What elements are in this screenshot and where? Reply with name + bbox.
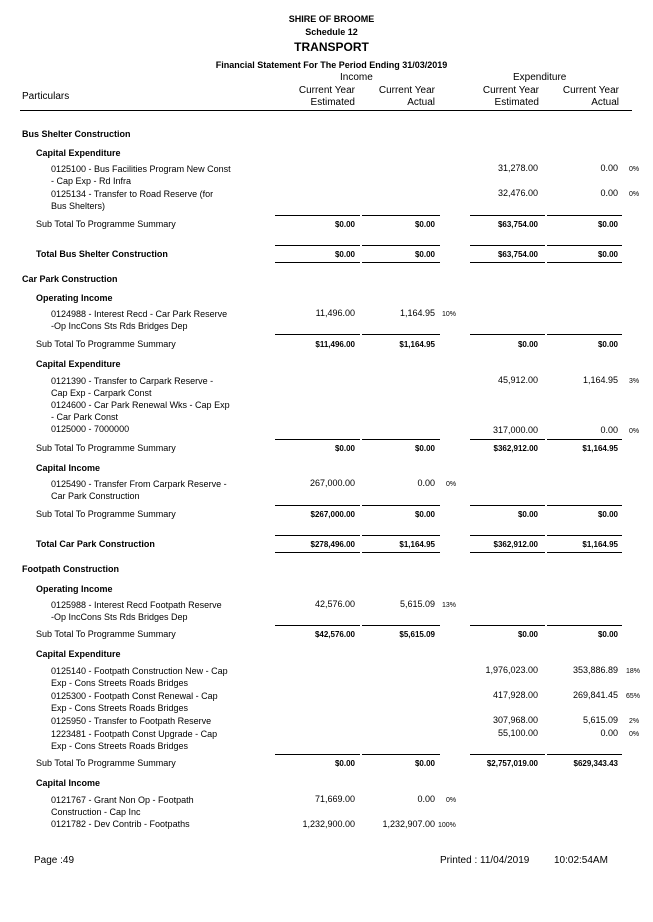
exp-actual: 269,841.45: [572, 690, 618, 700]
exp-act-heading: Current Year Actual: [562, 85, 619, 108]
exp-actual: 0.00: [600, 163, 618, 173]
statement-subtitle: Financial Statement For The Period Ending 31/03/2019: [215, 60, 448, 70]
exp-actual: 5,615.09: [582, 715, 618, 725]
percent: 0%: [629, 166, 640, 173]
rule: [470, 505, 545, 506]
org-name: SHIRE OF BROOME: [288, 14, 375, 24]
exp-estimated: $0.00: [517, 630, 538, 639]
exp-actual: $1,164.95: [582, 444, 618, 453]
group-title: Capital Income: [36, 463, 101, 473]
percent: 0%: [629, 428, 640, 435]
inc-estimated: 42,576.00: [314, 599, 355, 609]
percent: 2%: [629, 718, 640, 725]
rule: [547, 535, 622, 536]
exp-actual: 0.00: [600, 425, 618, 435]
page-title: TRANSPORT: [294, 40, 369, 54]
inc-actual: $0.00: [414, 510, 435, 519]
exp-estimated: $362,912.00: [493, 540, 538, 549]
exp-actual: $629,343.43: [573, 759, 618, 768]
printed-time: 10:02:54AM: [554, 855, 608, 866]
inc-estimated: 11,496.00: [315, 308, 355, 318]
section-title: Bus Shelter Construction: [22, 129, 131, 139]
exp-estimated: $362,912.00: [493, 444, 538, 453]
percent: 0%: [629, 191, 640, 198]
group-title: Capital Income: [36, 778, 101, 788]
exp-actual: 1,164.95: [582, 375, 618, 385]
percent: 0%: [629, 731, 640, 738]
line-item-desc: 0125134 - Transfer to Road Reserve (for Bus Shelters): [51, 189, 214, 211]
inc-actual: 1,164.95: [399, 308, 435, 318]
exp-actual: 0.00: [600, 728, 618, 738]
group-title: Operating Income: [36, 584, 113, 594]
exp-estimated: 45,912.00: [497, 375, 538, 385]
income-heading: Income: [340, 72, 373, 83]
inc-actual: $0.00: [414, 220, 435, 229]
rule: [275, 439, 360, 440]
inc-estimated: 1,232,900.00: [302, 819, 355, 829]
rule: [470, 215, 545, 216]
rule: [362, 439, 440, 440]
percent: 0%: [446, 481, 457, 488]
percent: 18%: [626, 668, 641, 675]
inc-actual: 5,615.09: [399, 599, 435, 609]
rule: [470, 334, 545, 335]
inc-actual: 1,232,907.00: [382, 819, 435, 829]
rule: [362, 625, 440, 626]
line-item-desc: 0125140 - Footpath Construction New - Cap Exp - Cons Streets Roads Bridges: [51, 666, 228, 688]
inc-actual: $0.00: [414, 759, 435, 768]
inc-estimated: $0.00: [334, 220, 355, 229]
exp-actual: 0.00: [600, 188, 618, 198]
exp-estimated: 417,928.00: [492, 690, 538, 700]
rule: [470, 552, 545, 553]
group-title: Capital Expenditure: [36, 359, 121, 369]
exp-est-heading: Current Year Estimated: [482, 85, 539, 108]
line-item-desc: 0121390 - Transfer to Carpark Reserve - Cap Exp - Carpark Const 0124600 - Car Park Renewal Wks - Cap Exp - Car Park Const 0125000 - 7000000: [51, 376, 230, 434]
rule: [547, 625, 622, 626]
percent: 10%: [442, 311, 457, 318]
exp-estimated: 1,976,023.00: [485, 665, 538, 675]
rule: [275, 754, 360, 755]
rule: [362, 334, 440, 335]
rule: [275, 334, 360, 335]
section-total-label: Total Car Park Construction: [36, 539, 155, 549]
rule: [275, 535, 360, 536]
percent: 3%: [629, 378, 640, 385]
exp-actual: $0.00: [597, 630, 618, 639]
exp-estimated: 31,278.00: [497, 163, 538, 173]
rule: [275, 505, 360, 506]
section-title: Car Park Construction: [22, 274, 118, 284]
rule: [362, 215, 440, 216]
rule: [362, 505, 440, 506]
header-rule: [20, 110, 632, 111]
rule: [547, 505, 622, 506]
inc-actual: $5,615.09: [399, 630, 435, 639]
exp-estimated: $0.00: [517, 510, 538, 519]
exp-estimated: 55,100.00: [497, 728, 538, 738]
inc-estimated: 71,669.00: [314, 794, 355, 804]
page-number: Page :49: [34, 855, 75, 866]
line-item-desc: 0124988 - Interest Recd - Car Park Reserve -Op IncCons Sts Rds Bridges Dep: [51, 309, 228, 331]
subtotal-label: Sub Total To Programme Summary: [36, 509, 176, 519]
income-act-heading: Current Year Actual: [378, 85, 435, 108]
inc-estimated: $11,496.00: [315, 340, 355, 349]
inc-estimated: $0.00: [334, 444, 355, 453]
rule: [362, 262, 440, 263]
percent: 0%: [446, 797, 457, 804]
rule: [362, 245, 440, 246]
group-title: Capital Expenditure: [36, 649, 121, 659]
rule: [547, 439, 622, 440]
exp-estimated: $63,754.00: [497, 250, 538, 259]
rule: [470, 754, 545, 755]
line-item-desc: 1223481 - Footpath Const Upgrade - Cap Exp - Cons Streets Roads Bridges: [51, 729, 218, 751]
inc-actual: 0.00: [417, 478, 435, 488]
rule: [547, 245, 622, 246]
rule: [275, 262, 360, 263]
inc-actual: $1,164.95: [399, 540, 435, 549]
percent: 100%: [438, 822, 456, 829]
subtotal-label: Sub Total To Programme Summary: [36, 443, 176, 453]
exp-estimated: $63,754.00: [497, 220, 538, 229]
exp-actual: $0.00: [597, 220, 618, 229]
inc-estimated: $267,000.00: [310, 510, 355, 519]
expenditure-heading: Expenditure: [513, 72, 567, 83]
rule: [547, 552, 622, 553]
subtotal-label: Sub Total To Programme Summary: [36, 629, 176, 639]
inc-estimated: $278,496.00: [310, 540, 355, 549]
exp-estimated: 317,000.00: [492, 425, 538, 435]
rule: [275, 552, 360, 553]
inc-estimated: $0.00: [334, 250, 355, 259]
exp-estimated: $0.00: [517, 340, 538, 349]
line-item-desc: 0125100 - Bus Facilities Program New Const - Cap Exp - Rd Infra: [51, 164, 231, 186]
income-est-heading: Current Year Estimated: [298, 85, 355, 108]
schedule-label: Schedule 12: [305, 27, 358, 37]
subtotal-label: Sub Total To Programme Summary: [36, 758, 176, 768]
subtotal-label: Sub Total To Programme Summary: [36, 219, 176, 229]
line-item-desc: 0121767 - Grant Non Op - Footpath Construction - Cap Inc: [51, 795, 194, 817]
percent: 13%: [442, 602, 457, 609]
rule: [470, 245, 545, 246]
line-item-desc: 0121782 - Dev Contrib - Footpaths: [51, 819, 190, 829]
inc-actual: $0.00: [414, 444, 435, 453]
rule: [547, 754, 622, 755]
inc-estimated: $42,576.00: [314, 630, 355, 639]
rule: [470, 535, 545, 536]
line-item-desc: 0125300 - Footpath Const Renewal - Cap Exp - Cons Streets Roads Bridges: [51, 691, 218, 713]
exp-actual: 353,886.89: [572, 665, 618, 675]
exp-actual: $0.00: [597, 510, 618, 519]
rule: [275, 625, 360, 626]
inc-estimated: $0.00: [334, 759, 355, 768]
exp-actual: $1,164.95: [582, 540, 618, 549]
line-item-desc: 0125490 - Transfer From Carpark Reserve - Car Park Construction: [51, 479, 227, 501]
rule: [470, 439, 545, 440]
inc-actual: $1,164.95: [399, 340, 435, 349]
group-title: Capital Expenditure: [36, 148, 121, 158]
inc-estimated: 267,000.00: [309, 478, 355, 488]
inc-actual: $0.00: [414, 250, 435, 259]
line-item-desc: 0125988 - Interest Recd Footpath Reserve -Op IncCons Sts Rds Bridges Dep: [51, 600, 222, 622]
rule: [547, 262, 622, 263]
group-title: Operating Income: [36, 293, 113, 303]
exp-estimated: $2,757,019.00: [486, 759, 538, 768]
particulars-heading: Particulars: [22, 91, 70, 102]
section-total-label: Total Bus Shelter Construction: [36, 249, 168, 259]
line-item-desc: 0125950 - Transfer to Footpath Reserve: [51, 716, 212, 726]
rule: [362, 552, 440, 553]
rule: [547, 215, 622, 216]
rule: [275, 245, 360, 246]
rule: [470, 262, 545, 263]
subtotal-label: Sub Total To Programme Summary: [36, 339, 176, 349]
rule: [362, 754, 440, 755]
rule: [547, 334, 622, 335]
percent: 65%: [626, 693, 641, 700]
exp-estimated: 32,476.00: [497, 188, 538, 198]
section-title: Footpath Construction: [22, 564, 119, 574]
inc-actual: 0.00: [417, 794, 435, 804]
exp-actual: $0.00: [597, 340, 618, 349]
rule: [470, 625, 545, 626]
rule: [275, 215, 360, 216]
exp-estimated: 307,968.00: [492, 715, 538, 725]
printed-date: Printed : 11/04/2019: [440, 855, 530, 866]
exp-actual: $0.00: [597, 250, 618, 259]
rule: [362, 535, 440, 536]
